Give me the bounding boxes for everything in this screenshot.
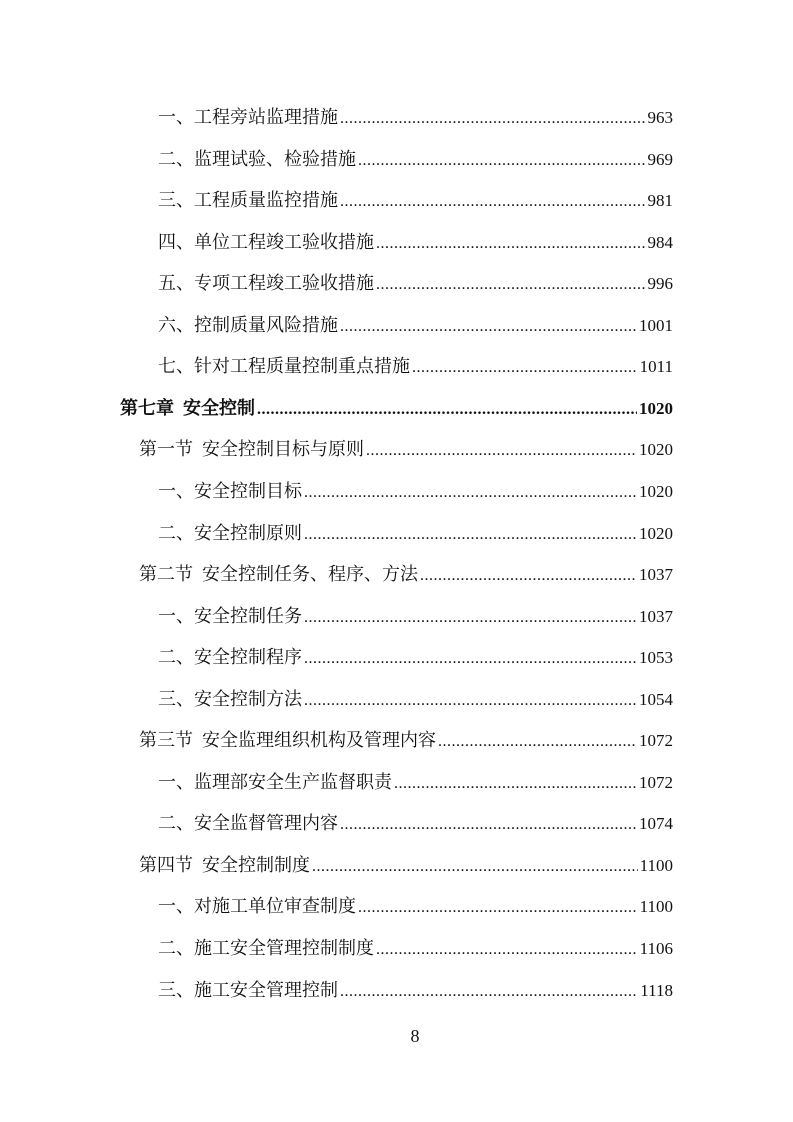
toc-item-entry[interactable] — [158, 977, 673, 1003]
toc-entry-title: 第七章 安全控制 — [120, 397, 255, 418]
toc-entry-title: 第二节 安全控制任务、程序、方法 — [139, 564, 418, 585]
toc-entry-title: 一、安全控制任务 — [158, 605, 302, 626]
toc-section-entry[interactable] — [139, 436, 673, 462]
dot-leader — [358, 148, 646, 174]
dot-leader — [366, 438, 637, 464]
toc-entry-page-number: 1020 — [639, 440, 673, 460]
toc-entry-page-number: 969 — [647, 149, 673, 169]
toc-entry-title: 一、安全控制目标 — [158, 480, 302, 501]
dot-leader — [304, 522, 637, 548]
dot-leader — [376, 272, 646, 298]
dot-leader — [304, 646, 637, 672]
toc-entry-title: 第四节 安全控制制度 — [139, 854, 310, 875]
toc-entry-title: 一、监理部安全生产监督职责 — [158, 771, 392, 792]
toc-entry-page-number: 984 — [647, 232, 673, 252]
toc-entry-page-number: 1072 — [639, 772, 673, 792]
toc-entry-page-number: 981 — [647, 191, 673, 211]
toc-item-entry[interactable] — [158, 603, 673, 629]
toc-entry-title: 六、控制质量风险措施 — [158, 314, 338, 335]
dot-leader — [340, 189, 646, 215]
dot-leader — [394, 771, 637, 797]
toc-entry-page-number: 1037 — [639, 565, 673, 585]
dot-leader — [412, 355, 638, 381]
dot-leader — [257, 397, 637, 423]
toc-item-entry[interactable] — [158, 935, 673, 961]
toc-item-entry[interactable] — [158, 810, 673, 836]
dot-leader — [304, 688, 637, 714]
toc-entry-title: 二、监理试验、检验措施 — [158, 148, 356, 169]
dot-leader — [304, 605, 637, 631]
dot-leader — [376, 937, 638, 963]
dot-leader — [340, 106, 646, 132]
toc-item-entry[interactable] — [158, 893, 673, 919]
dot-leader — [304, 480, 637, 506]
toc-item-entry[interactable] — [158, 229, 673, 255]
toc-item-entry[interactable] — [158, 104, 673, 130]
toc-chapter-entry[interactable] — [120, 395, 673, 421]
toc-item-entry[interactable] — [158, 686, 673, 712]
toc-entry-page-number: 1001 — [639, 315, 673, 335]
toc-entry-title: 第一节 安全控制目标与原则 — [139, 439, 364, 460]
toc-entry-title: 五、专项工程竣工验收措施 — [158, 273, 374, 294]
toc-entry-page-number: 1072 — [639, 731, 673, 751]
toc-entry-title: 二、安全控制程序 — [158, 647, 302, 668]
toc-section-entry[interactable] — [139, 852, 673, 878]
dot-leader — [420, 563, 637, 589]
toc-entry-title: 二、安全监督管理内容 — [158, 813, 338, 834]
toc-entry-page-number: 996 — [647, 274, 673, 294]
dot-leader — [358, 895, 638, 921]
toc-item-entry[interactable] — [158, 353, 673, 379]
toc-entry-page-number: 1100 — [639, 855, 673, 875]
toc-entry-title: 七、针对工程质量控制重点措施 — [158, 356, 410, 377]
toc-entry-page-number: 1118 — [640, 980, 673, 1000]
toc-item-entry[interactable] — [158, 187, 673, 213]
toc-section-entry[interactable] — [139, 561, 673, 587]
toc-entry-title: 三、施工安全管理控制 — [158, 979, 338, 1000]
dot-leader — [438, 729, 637, 755]
toc-entry-page-number: 1100 — [639, 897, 673, 917]
dot-leader — [340, 812, 637, 838]
page-number: 8 — [410, 1026, 420, 1046]
toc-entry-page-number: 1074 — [639, 814, 673, 834]
toc-entry-title: 第三节 安全监理组织机构及管理内容 — [139, 730, 436, 751]
toc-entry-title: 三、安全控制方法 — [158, 688, 302, 709]
toc-entry-page-number: 963 — [647, 108, 673, 127]
toc-section-entry[interactable] — [139, 727, 673, 753]
toc-entry-page-number: 1020 — [639, 523, 673, 543]
toc-entry-title: 二、安全控制原则 — [158, 522, 302, 543]
toc-entry-title: 二、施工安全管理控制制度 — [158, 938, 374, 958]
toc-entry-page-number: 1054 — [639, 689, 673, 709]
toc-item-entry[interactable] — [158, 478, 673, 504]
toc-entry-title: 四、单位工程竣工验收措施 — [158, 231, 374, 252]
toc-entry-title: 三、工程质量监控措施 — [158, 190, 338, 211]
toc-item-entry[interactable] — [158, 520, 673, 546]
dot-leader — [376, 231, 646, 257]
toc-entry-title: 一、工程旁站监理措施 — [158, 107, 338, 127]
toc-entry-page-number: 1106 — [639, 939, 673, 958]
toc-entry-page-number: 1011 — [639, 357, 673, 377]
toc-entry-title: 一、对施工单位审查制度 — [158, 896, 356, 917]
toc-entry-page-number: 1020 — [639, 398, 673, 418]
toc-entry-page-number: 1020 — [639, 481, 673, 501]
toc-entry-page-number: 1053 — [639, 648, 673, 668]
toc-item-entry[interactable] — [158, 146, 673, 172]
toc-item-entry[interactable] — [158, 769, 673, 795]
toc-item-entry[interactable] — [158, 644, 673, 670]
dot-leader — [312, 854, 638, 880]
dot-leader — [340, 314, 637, 340]
toc-item-entry[interactable] — [158, 312, 673, 338]
dot-leader — [340, 979, 638, 1005]
toc-entry-page-number: 1037 — [639, 606, 673, 626]
toc-item-entry[interactable] — [158, 270, 673, 296]
